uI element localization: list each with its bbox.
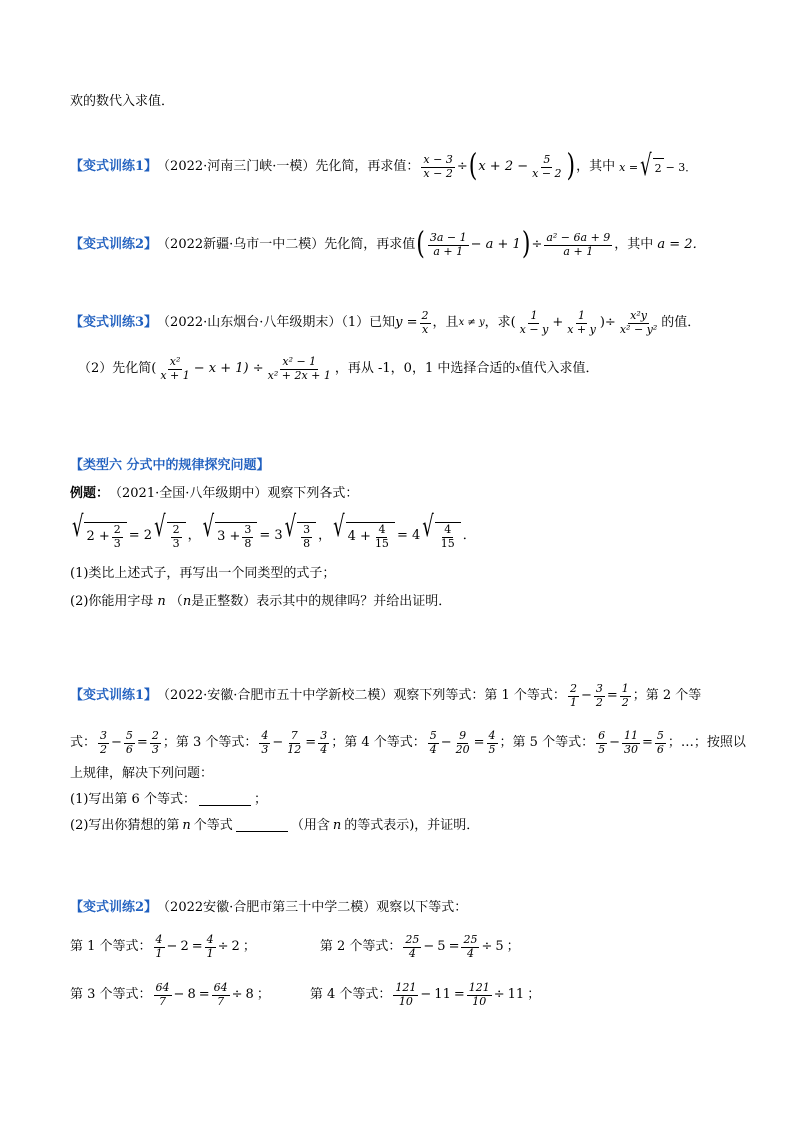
- exercise-5-row-2: 第 3 个等式： $\frac{64}{7}$ − 8 = $\frac{64}{7}$ ÷ 8 ； 第 4 个等式： $\frac{121}{10}$ − 11 = $\frac{121}{10}$ ÷ 11 ；: [70, 981, 541, 1008]
- condition-label: ，其中: [614, 237, 654, 253]
- example-source: （2021·全国·八年级期中）观察下列各式：: [109, 486, 359, 501]
- fraction: $\frac{3}{2}$: [100, 729, 108, 756]
- example-header: [70, 486, 734, 502]
- text: ；第 5 个等式：: [499, 735, 595, 751]
- fraction: $\frac{9}{20}$: [455, 729, 470, 756]
- expression: = 3: [259, 528, 283, 544]
- fraction: $\frac{5}{6}$: [656, 729, 664, 756]
- exercise-4-line-1: 【变式训练1】 （2022·安徽·合肥市五十中学新校二模）观察下列等式：第 1 个等式： $\frac{2}{1}$ − $\frac{3}{2}$ = $\frac{1}{2}$ ；第 2 个等: [70, 682, 702, 709]
- right-paren: ): [566, 148, 576, 184]
- exercise-tag: 【变式训练1】: [70, 688, 158, 704]
- exercise-3-part-1: [70, 310, 734, 336]
- fraction: $\frac{4}{5}$: [488, 729, 496, 756]
- variable: n: [182, 818, 191, 833]
- text: ；: [253, 792, 267, 807]
- fraction: $\frac{5}{4}$: [429, 729, 437, 756]
- text: 的值．: [661, 315, 701, 331]
- sqrt: √ $\frac{3}{8}$: [285, 522, 316, 550]
- fraction: $\frac{3}{4}$: [320, 729, 328, 756]
- right-paren: ): [521, 226, 531, 262]
- example-formulas: [70, 510, 734, 550]
- text: （2）先化简(: [78, 361, 157, 377]
- exercise-4-line-3: [70, 766, 734, 782]
- sqrt: √ 2 + $\frac{2}{3}$: [72, 522, 127, 550]
- sqrt: √ $\frac{2}{3}$: [154, 522, 185, 550]
- fraction: $\frac{4}{1}$: [155, 933, 163, 960]
- text: ，且: [432, 315, 459, 331]
- exercise-source: （2022新疆·乌市一中二模）先化简，再求值: [157, 237, 416, 253]
- separator: ，: [318, 528, 332, 544]
- left-paren: (: [468, 148, 478, 184]
- exercise-tag: 【变式训练2】: [70, 900, 158, 915]
- text: ，求(: [484, 315, 516, 331]
- text: )÷: [599, 315, 616, 331]
- fraction: $\frac{\text{x²}}{x + 1}$: [160, 355, 190, 382]
- fraction: $\frac{5}{x - 2}$: [532, 153, 562, 180]
- question-2: [70, 594, 734, 610]
- equation-label: 第 2 个等式：: [319, 939, 402, 955]
- section-heading: 【类型六 分式中的规律探究问题】: [70, 458, 270, 473]
- exercise-3-part-2: [78, 356, 734, 382]
- expression: − x + 1) ÷: [193, 361, 264, 377]
- divide-sign: ÷: [531, 237, 543, 253]
- fraction: $\frac{11}{30}$: [624, 729, 638, 756]
- question-text: （: [169, 594, 183, 609]
- exercise-source: （2022·山东烟台·八年级期末）（1）已知: [157, 315, 396, 331]
- divide-sign: ÷: [456, 159, 468, 175]
- fraction: $\frac{4}{1}$: [206, 933, 214, 960]
- expression: = 4: [396, 528, 421, 544]
- text: ，再从 -1，0，1 中选择合适的: [334, 361, 516, 377]
- fraction: $\frac{\text{x²y}}{\text{x² − y²}}$: [619, 309, 658, 336]
- exercise-source: （2022安徽·合肥市第三十中学二模）观察以下等式：: [157, 900, 468, 915]
- sqrt: √ 3 + $\frac{3}{8}$: [203, 522, 258, 550]
- text: ；第 4 个等式：: [331, 735, 426, 751]
- fraction: $\frac{2}{x}$: [421, 309, 429, 336]
- fraction: $\frac{6}{5}$: [598, 729, 606, 756]
- sqrt: √ 4 + $\frac{4}{15}$: [333, 522, 395, 550]
- section-heading-line: [70, 458, 734, 474]
- equation-label: 第 4 个等式：: [309, 987, 392, 1003]
- fraction: $\frac{\text{x² − 1}}{\text{x² + 2x + 1}}$: [267, 355, 331, 382]
- expression: = 2: [128, 528, 153, 544]
- exercise-4-question-2: [70, 818, 734, 834]
- condition: x =: [619, 160, 639, 174]
- exercise-4-line-2: 式： $\frac{3}{2}$ − $\frac{5}{6}$ = $\frac{2}{3}$ ；第 3 个等式： $\frac{4}{3}$ − $\frac{7}{12}$ = $\frac{3}{4}$ ；第 4 个等式： $\frac{5}{4}$ − $\frac{9}{20}$ = $\frac{4}{5}$ ；第 5 个等式： $\frac{6}{5}$ − $\frac{11}{30}$ = $\frac{5}{6}$ ；…；按照以: [70, 729, 746, 756]
- question-text: 的等式表示)，并证明．: [344, 818, 480, 833]
- intro-text: 欢的数代入求值．: [70, 94, 175, 109]
- fraction: $\frac{64}{7}$: [213, 981, 228, 1008]
- variable: n: [157, 594, 166, 609]
- sqrt: √ 2: [640, 149, 662, 184]
- exercise-5-row-1: 第 1 个等式： $\frac{4}{1}$ − 2 = $\frac{4}{1}$ ÷ 2 ； 第 2 个等式： $\frac{25}{4}$ − 5 = $\frac{25}{4}$ ÷ 5 ；: [70, 933, 520, 960]
- text: ；第 3 个等式：: [162, 735, 258, 751]
- fraction: $\frac{2}{3}$: [151, 729, 159, 756]
- text: 值代入求值．: [520, 361, 599, 377]
- question-text: (1)类比上述式子，再写出一个同类型的式子；: [70, 566, 336, 581]
- equation-label: 第 3 个等式：: [70, 987, 152, 1003]
- exercise-1: [70, 148, 734, 184]
- expression: y =: [395, 315, 418, 331]
- exercise-tag: 【变式训练1】: [70, 159, 158, 175]
- example-label: 例题：: [70, 486, 110, 501]
- fraction: $\frac{25}{4}$: [405, 933, 420, 960]
- fraction: $\frac{64}{7}$: [155, 981, 170, 1008]
- condition-tail: − 3．: [665, 160, 697, 174]
- fraction: $\frac{\text{a² − 6a + 9}}{a + 1}$: [546, 231, 611, 258]
- exercise-tag: 【变式训练3】: [70, 315, 158, 331]
- variable: x: [515, 363, 521, 374]
- question-text: 是正整数）表示其中的规律吗？并给出证明．: [191, 594, 452, 609]
- variable: n: [332, 818, 342, 833]
- answer-blank[interactable]: [236, 819, 288, 832]
- exercise-5-header: [70, 900, 734, 916]
- fraction: $\frac{121}{10}$: [468, 981, 490, 1008]
- equation-label: 第 1 个等式：: [70, 939, 152, 955]
- fraction: $\frac{x - 3}{x - 2}$: [423, 153, 453, 180]
- condition-label: ，其中: [576, 159, 616, 175]
- exercise-source: （2022·河南三门峡·一模）先化简，再求值：: [157, 159, 420, 175]
- question-text: （用含: [290, 818, 330, 833]
- exercise-4-question-1: [70, 792, 734, 808]
- sqrt: √ $\frac{4}{15}$: [422, 522, 460, 550]
- fraction: $\frac{3a - 1}{a + 1}$: [429, 231, 467, 258]
- left-paren: (: [416, 226, 425, 262]
- text: ；第 2 个等: [632, 688, 702, 704]
- fraction: $\frac{7}{12}$: [287, 729, 302, 756]
- separator: ，: [187, 528, 201, 544]
- question-text: (2)写出你猜想的第: [70, 818, 180, 833]
- fraction: $\frac{5}{6}$: [125, 729, 133, 756]
- condition: a = 2．: [657, 237, 706, 253]
- intro-line: [70, 94, 734, 110]
- expression: x + 2 −: [478, 159, 529, 175]
- fraction: $\frac{4}{3}$: [261, 729, 269, 756]
- fraction: $\frac{25}{4}$: [463, 933, 478, 960]
- expression: − a + 1: [470, 237, 521, 253]
- exercise-2: [70, 226, 734, 262]
- fraction: $\frac{3}{2}$: [595, 682, 603, 709]
- fraction: $\frac{1}{x + y}$: [567, 309, 596, 336]
- variable: n: [182, 594, 192, 609]
- answer-blank[interactable]: [199, 793, 251, 806]
- fraction: $\frac{121}{10}$: [395, 981, 417, 1008]
- question-text: (2)你能用字母: [70, 594, 154, 609]
- text: ；…；按照以: [667, 735, 746, 751]
- exercise-source: （2022·安徽·合肥市五十中学新校二模）观察下列等式：第 1 个等式：: [157, 688, 566, 704]
- condition: x ≠ y: [458, 317, 485, 329]
- exercise-tag: 【变式训练2】: [70, 237, 158, 253]
- question-1: [70, 566, 734, 582]
- fraction: $\frac{1}{x - y}$: [519, 309, 549, 336]
- plus-sign: +: [552, 315, 564, 331]
- question-text: 个等式: [193, 818, 233, 833]
- fraction: $\frac{2}{1}$: [569, 682, 577, 709]
- fraction: $\frac{1}{2}$: [621, 682, 629, 709]
- text: 式：: [70, 735, 97, 751]
- question-text: (1)写出第 6 个等式：: [70, 792, 196, 807]
- text: 上规律，解决下列问题：: [70, 766, 214, 781]
- period: ．: [462, 528, 476, 544]
